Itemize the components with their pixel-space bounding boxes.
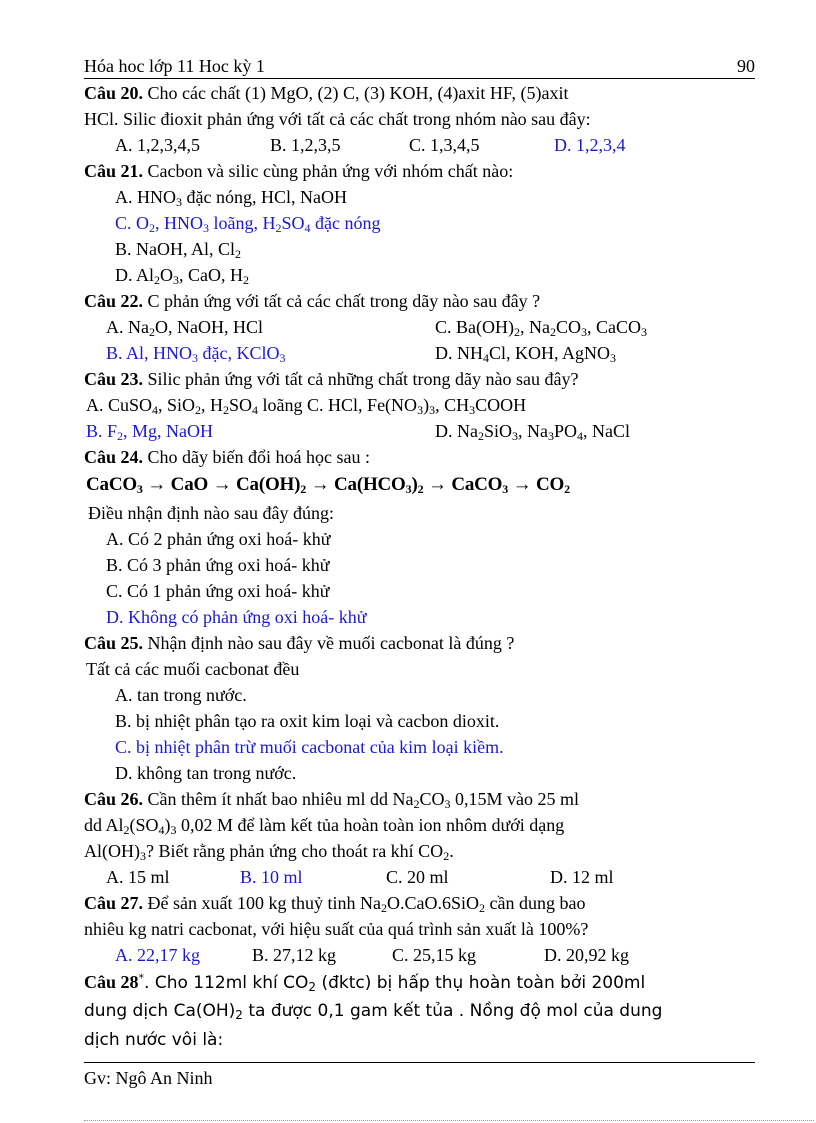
option-b: B. 1,2,3,5 bbox=[270, 135, 341, 155]
arrow-icon: → bbox=[512, 474, 532, 495]
question-20 bbox=[84, 80, 756, 106]
option-c-answer: C. bị nhiệt phân trừ muối cacbonat của kim loại kiềm. bbox=[115, 737, 504, 757]
footer-divider bbox=[84, 1062, 755, 1063]
question-text-line: Tất cả các muối cacbonat đều bbox=[86, 659, 300, 679]
arrow-icon: → bbox=[310, 474, 330, 495]
reaction-chain: CaCO$_3$ → CaO → $Ca(OH)_2 \to Ca(HCO_3)_2$ → CaCO$_3$ → $CO_2$ bbox=[86, 474, 570, 496]
question-23 bbox=[84, 366, 756, 392]
option-a: A. $HNO_3$ đặc nóng, HCl, NaOH bbox=[115, 187, 347, 209]
option-c: C. $Ba(OH)_2$, $Na_2CO_3$, CaCO$_3$ bbox=[435, 317, 648, 339]
options-row bbox=[84, 942, 756, 968]
options-row bbox=[84, 314, 756, 340]
option-a: A. Có 2 phản ứng oxi hoá- khử bbox=[106, 529, 331, 549]
question-list bbox=[84, 80, 756, 1055]
option-c: C. 25,15 kg bbox=[392, 945, 477, 965]
option-c: C. 20 ml bbox=[386, 867, 449, 887]
option-c: C. Có 1 phản ứng oxi hoá- khử bbox=[106, 581, 330, 601]
options-row bbox=[84, 864, 756, 890]
question-text-line: dung dịch $Ca(OH)_2$ ta được 0,1 gam kết tủa . Nồng độ mol của dung bbox=[84, 1001, 663, 1022]
option-c: C. HCl, $Fe(NO_3)_3$, $CH_3COOH$ bbox=[302, 395, 527, 417]
question-label: Câu 27. bbox=[84, 893, 144, 913]
options-row bbox=[84, 132, 756, 158]
arrow-icon: → bbox=[147, 474, 167, 495]
question-text: C phản ứng với tất cả các chất trong dãy nào sau đây ? bbox=[143, 291, 541, 311]
options-row bbox=[84, 418, 756, 444]
question-text: Nhận định nào sau đây về muối cacbonat là đúng ? bbox=[143, 633, 515, 653]
option-a: A. tan trong nước. bbox=[115, 685, 247, 705]
question-text: Cho dãy biến đổi hoá học sau : bbox=[143, 447, 370, 467]
header-title: Hóa hoc lớp 11 Hoc kỳ 1 bbox=[84, 56, 265, 76]
option-b: B. bị nhiệt phân tạo ra oxit kim loại và cacbon dioxit. bbox=[115, 711, 500, 731]
option-b: B. Có 3 phản ứng oxi hoá- khử bbox=[106, 555, 330, 575]
option-a-answer: A. 22,17 kg bbox=[115, 945, 200, 965]
question-text-line: dịch nước vôi là: bbox=[84, 1030, 224, 1050]
options-row bbox=[84, 340, 756, 366]
option-a: A. $Na_2O$, NaOH, HCl bbox=[106, 317, 263, 339]
arrow-icon: → bbox=[427, 474, 447, 495]
question-label: Câu 22. bbox=[84, 291, 144, 311]
question-label: Câu 20. bbox=[84, 83, 144, 103]
chain-compound: Ca(OH) bbox=[236, 474, 301, 495]
question-text-line: $Al(OH)_3$? Biết rằng phản ứng cho thoát ra khí $CO_2$. bbox=[84, 841, 454, 863]
chain-compound: CaCO bbox=[86, 474, 137, 495]
option-b: B. NaOH, Al, $Cl_2$ bbox=[115, 239, 242, 261]
question-text-line: dd $Al_2(SO_4)_3$ 0,02 M để làm kết tủa hoàn toàn ion nhôm dưới dạng bbox=[84, 815, 565, 837]
option-d: D. $Na_2SiO_3$, $Na_3PO_4$, NaCl bbox=[435, 421, 631, 443]
option-d: D. không tan trong nước. bbox=[115, 763, 297, 783]
question-label: Câu 26. bbox=[84, 789, 144, 809]
option-a: A. 1,2,3,4,5 bbox=[115, 135, 200, 155]
option-b-answer: B. $F_2$, Mg, NaOH bbox=[86, 421, 214, 443]
question-28: Câu 28*. Cho 112ml khí $CO_2$ (đktc) bị hấp thụ hoàn toàn bởi 200ml bbox=[84, 971, 646, 994]
question-label: Câu 24. bbox=[84, 447, 144, 467]
arrow-icon: → bbox=[212, 474, 232, 495]
question-label: Câu 23. bbox=[84, 369, 144, 389]
options-row bbox=[84, 392, 756, 418]
question-text: Cacbon và silic cùng phản ứng với nhóm chất nào: bbox=[143, 161, 514, 181]
question-text-line: Điều nhận định nào sau đây đúng: bbox=[88, 503, 334, 523]
option-c-answer: C. $O_2$, $HNO_3$ loãng, $H_2SO_4$ đặc nóng bbox=[115, 213, 381, 235]
option-d: D. $Al_2O_3$, CaO, $H_2$ bbox=[115, 265, 250, 287]
chain-compound: CaO bbox=[170, 474, 209, 495]
page-bottom-divider bbox=[84, 1120, 814, 1121]
chain-compound: $Ca(HCO_3)_2$ bbox=[334, 474, 424, 496]
chain-compound: CaCO bbox=[451, 474, 503, 495]
question-text-line: nhiêu kg natri cacbonat, với hiệu suất của quá trình sản xuất là 100%? bbox=[84, 919, 589, 939]
question-text-line: HCl. Silic đioxit phản ứng với tất cả các chất trong nhóm nào sau đây: bbox=[84, 109, 591, 129]
question-label: Câu 28 bbox=[84, 972, 139, 992]
question-26: Câu 26. Cần thêm ít nhất bao nhiêu ml dd $Na_2CO_3$ 0,15M vào 25 ml bbox=[84, 789, 579, 811]
option-b-answer: B. Al, $HNO_3$ đặc, KClO$_3$ bbox=[106, 343, 286, 365]
option-b-answer: B. 10 ml bbox=[240, 867, 303, 887]
question-text: Silic phản ứng với tất cả những chất trong dãy nào sau đây? bbox=[143, 369, 579, 389]
option-d: D. 12 ml bbox=[550, 867, 614, 887]
question-21 bbox=[84, 158, 756, 184]
option-c: C. 1,3,4,5 bbox=[409, 135, 480, 155]
option-d: D. $NH_4Cl$, KOH, AgNO$_3$ bbox=[435, 343, 617, 365]
question-25 bbox=[84, 630, 756, 656]
option-d: D. 20,92 kg bbox=[544, 945, 629, 965]
question-22 bbox=[84, 288, 756, 314]
option-a: A. 15 ml bbox=[106, 867, 170, 887]
question-27: Câu 27. Để sản xuất 100 kg thuỷ tinh $Na_2O.CaO.6SiO_2$ cần dung bao bbox=[84, 893, 586, 915]
option-b: B. 27,12 kg bbox=[252, 945, 337, 965]
question-text: Cho các chất (1) MgO, (2) C, (3) KOH, (4)axit HF, (5)axit bbox=[143, 83, 569, 103]
question-label: Câu 25. bbox=[84, 633, 144, 653]
question-label: Câu 21. bbox=[84, 161, 144, 181]
option-a: A. CuSO$_4$, SiO$_2$, $H_2SO_4$ loãng bbox=[86, 395, 303, 417]
page-header bbox=[84, 56, 755, 79]
footer-author: Gv: Ngô An Ninh bbox=[84, 1068, 213, 1088]
option-d-answer: D. Không có phản ứng oxi hoá- khử bbox=[106, 607, 367, 627]
page-number: 90 bbox=[737, 56, 755, 76]
question-24 bbox=[84, 444, 756, 470]
option-d-answer: D. 1,2,3,4 bbox=[554, 135, 626, 155]
chain-compound: CO bbox=[536, 474, 565, 495]
